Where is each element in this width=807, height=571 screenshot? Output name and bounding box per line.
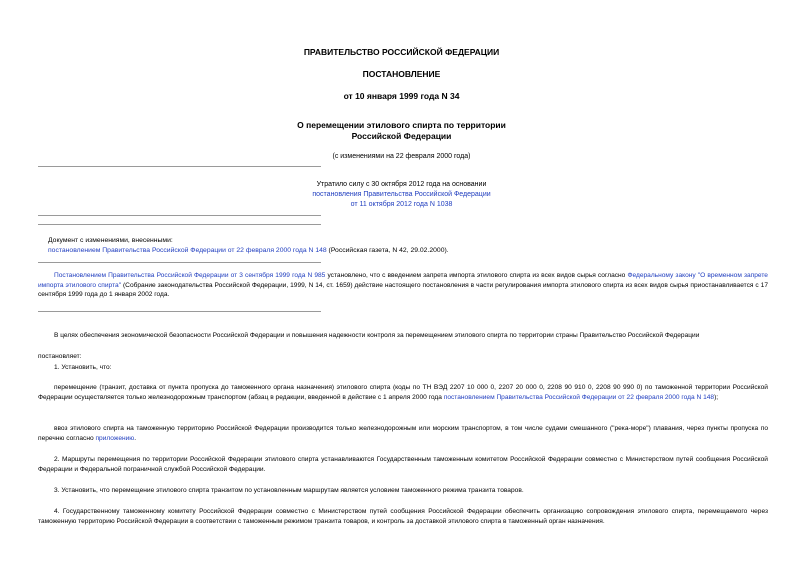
government-heading: ПРАВИТЕЛЬСТВО РОССИЙСКОЙ ФЕДЕРАЦИИ: [303, 47, 500, 57]
paragraph-1a-text: перемещение (транзит, доставка от пункта пропуска до таможенного органа назначения) этилового спирта (коды по ТН ВЭД 2207 10 000 0, 2207 20 000 0, 2208 90 910 0, 2208 90 990 0) по таможенной территории Российской Федерации осуществляется только железнодорожным транспортом (абзац в редакции, введенной в действие с 1 апреля 2000 года: [38, 384, 768, 401]
divider: [38, 311, 321, 312]
changes-tail: (Российская газета, N 42, 29.02.2000).: [326, 247, 449, 254]
appendix-link[interactable]: приложению: [95, 434, 135, 442]
paragraph-3: 3. Установить, что перемещение этилового спирта транзитом по установленным маршрутам является условием таможенного режима транзита товаров.: [54, 487, 524, 494]
paragraph-1a-end: );: [714, 393, 719, 401]
changes-label: Документ с изменениями, внесенными:: [48, 237, 173, 244]
divider: [38, 262, 321, 263]
void-notice-link-line1[interactable]: постановления Правительства Российской Федерации: [312, 191, 491, 198]
note-paragraph: [38, 271, 768, 300]
preamble: В целях обеспечения экономической безопасности Российской Федерации и повышения надежности контроля за перемещением этилового спирта по территории страны Правительство Российской Федерации: [54, 332, 700, 339]
divider: [38, 215, 321, 216]
divider: [38, 224, 321, 225]
note-text: установлено, что с введением запрета импорта этилового спирта из всех видов сырья согласно: [325, 272, 628, 279]
note-text: (Собрание законодательства Российской Федерации, 1999, N 14, ст. 1659) действие настоящего постановления в части регулирования импорта этилового спирта из всех видов сырья приостанавливается с 17 сентября 1999 года до 1 января 2002 года.: [38, 281, 768, 299]
document-title-line1: О перемещении этилового спирта по территории: [297, 120, 506, 130]
note-link-federal-law[interactable]: Федеральному закону "О временном запрете импорта этилового спирта": [38, 272, 768, 289]
void-notice-text: Утратило силу с 30 октября 2012 года на основании: [316, 181, 487, 188]
paragraph-2: 2. Маршруты перемещения по территории Российской Федерации этилового спирта устанавливаются Государственным таможенным комитетом Российской Федерации совместно с Министерством путей сообщения Российской Федерации и Федеральной пограничной службой Российской Федерации.: [38, 456, 768, 473]
void-notice-link-line2[interactable]: от 11 октября 2012 года N 1038: [350, 201, 453, 208]
document-title-line2: Российской Федерации: [351, 131, 452, 141]
changes-link[interactable]: постановлением Правительства Российской Федерации от 22 февраля 2000 года N 148: [48, 247, 327, 254]
paragraph-1a-link[interactable]: постановлением Правительства Российской Федерации от 22 февраля 2000 года N 148: [443, 393, 715, 401]
note-link-resolution-985[interactable]: Постановлением Правительства Российской Федерации от 3 сентября 1999 года N 985: [54, 272, 326, 279]
paragraph-1a: [38, 383, 768, 402]
changes-line: [48, 247, 768, 256]
paragraph-1b: [38, 424, 768, 443]
decides: постановляет:: [38, 353, 82, 360]
paragraph-1b-end: .: [134, 434, 137, 442]
paragraph-1b-text: ввоз этилового спирта на таможенную территорию Российской Федерации производится только железнодорожным или морским транспортом, в том числе судами смешанного ("река-море") плавания, через пункты пропуска по перечню согласно: [38, 425, 768, 442]
amendments-note: (с изменениями на 22 февраля 2000 года): [332, 153, 471, 160]
divider: [38, 166, 321, 167]
paragraph-1: 1. Установить, что:: [54, 364, 112, 371]
paragraph-4: 4. Государственному таможенному комитету Российской Федерации совместно с Министерством путей сообщения Российской Федерации обеспечить организацию сопровождения этилового спирта, перемещаемого через таможенную территорию Российской Федерации в соответствии с таможенным режимом транзита товаров, и контроль за доставкой этилового спирта в таможенный орган назначения.: [38, 508, 768, 525]
document-type: ПОСТАНОВЛЕНИЕ: [362, 69, 441, 79]
document-date-number: от 10 января 1999 года N 34: [343, 91, 460, 101]
